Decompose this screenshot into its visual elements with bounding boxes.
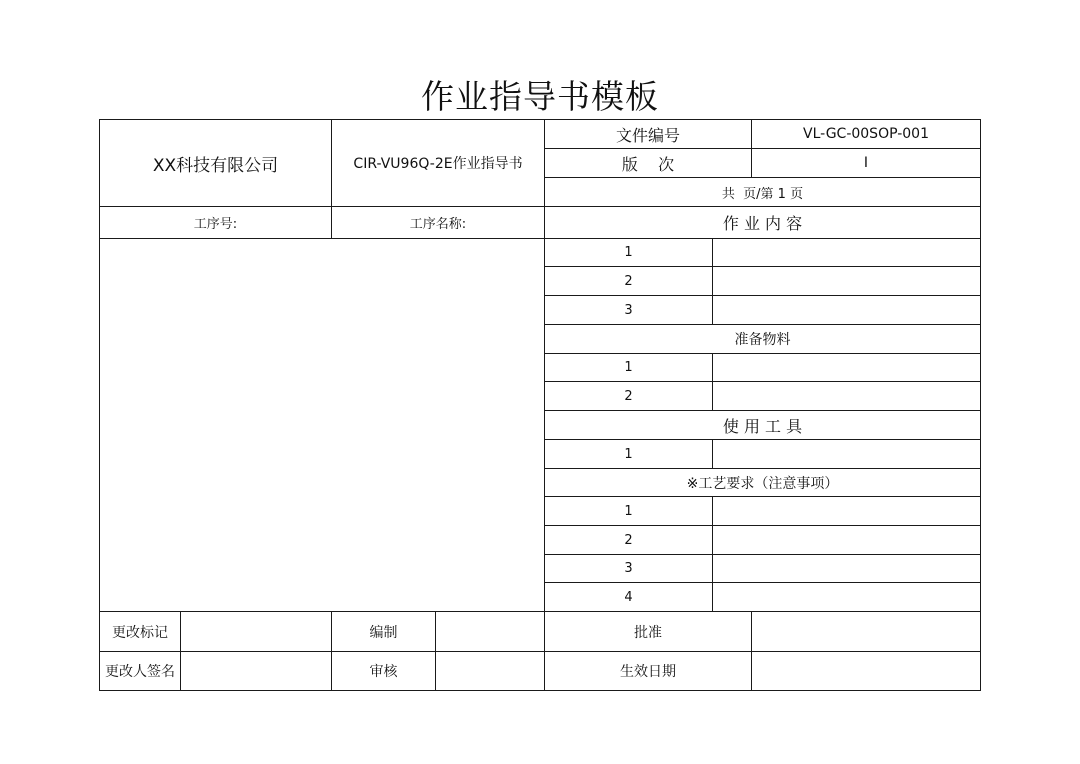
work-content-field-2[interactable] [713,267,980,295]
approved-field[interactable] [752,612,980,651]
requirements-row-number-2: 2 [624,532,633,548]
requirements-row-number-1: 1 [624,503,633,519]
tools-heading: 使 用 工 具 [722,416,803,436]
tools-field-1[interactable] [713,440,980,468]
materials-heading: 准备物料 [734,332,791,348]
work-content-row-number-3: 3 [624,302,633,318]
materials-row-number-1: 1 [624,360,633,375]
requirements-field-1[interactable] [713,497,980,525]
requirements-field-2[interactable] [713,526,980,554]
table-line-bottom [99,690,981,691]
page-title: 作业指导书模板 [421,77,659,116]
process-requirements-heading: ※工艺要求（注意事项） [686,475,839,492]
page-indicator: 共 页/第 1 页 [721,186,804,202]
prepared-field[interactable] [436,612,544,651]
materials-field-2[interactable] [713,382,980,410]
process-name-label: 工序名称: [409,217,467,232]
requirements-row-number-4: 4 [624,589,633,605]
materials-field-1[interactable] [713,354,980,381]
work-content-row-number-2: 2 [624,273,633,289]
effective-date-field[interactable] [752,652,980,690]
version-value[interactable]: I [863,155,869,171]
company-name: XX科技有限公司 [152,155,279,176]
requirements-row-number-3: 3 [624,561,633,576]
change-mark-field[interactable] [181,612,331,651]
file-number-value[interactable]: VL-GC-00SOP-001 [803,126,929,142]
change-mark-label: 更改标记 [112,624,168,641]
requirements-field-4[interactable] [713,583,980,611]
file-number-label: 文件编号 [615,125,680,145]
work-illustration-area[interactable] [100,239,544,611]
tools-row-number-1: 1 [624,446,633,462]
materials-row-number-2: 2 [624,388,633,404]
work-content-field-3[interactable] [713,296,980,324]
prepared-label: 编制 [369,624,398,641]
process-number-label: 工序号: [193,217,238,232]
requirements-field-3[interactable] [713,555,980,582]
work-content-field-1[interactable] [713,239,980,266]
table-line-right [980,119,981,691]
work-content-heading: 作 业 内 容 [722,214,803,233]
work-content-row-number-1: 1 [624,245,633,260]
change-person-signature-field[interactable] [181,652,331,690]
version-label: 版 次 [621,154,675,174]
change-person-signature-label: 更改人签名 [105,664,175,680]
approved-label: 批准 [634,624,662,641]
reviewed-label: 审核 [369,664,398,680]
effective-date-label: 生效日期 [620,664,676,680]
reviewed-field[interactable] [436,652,544,690]
document-title: CIR-VU96Q-2E作业指导书 [353,156,523,172]
